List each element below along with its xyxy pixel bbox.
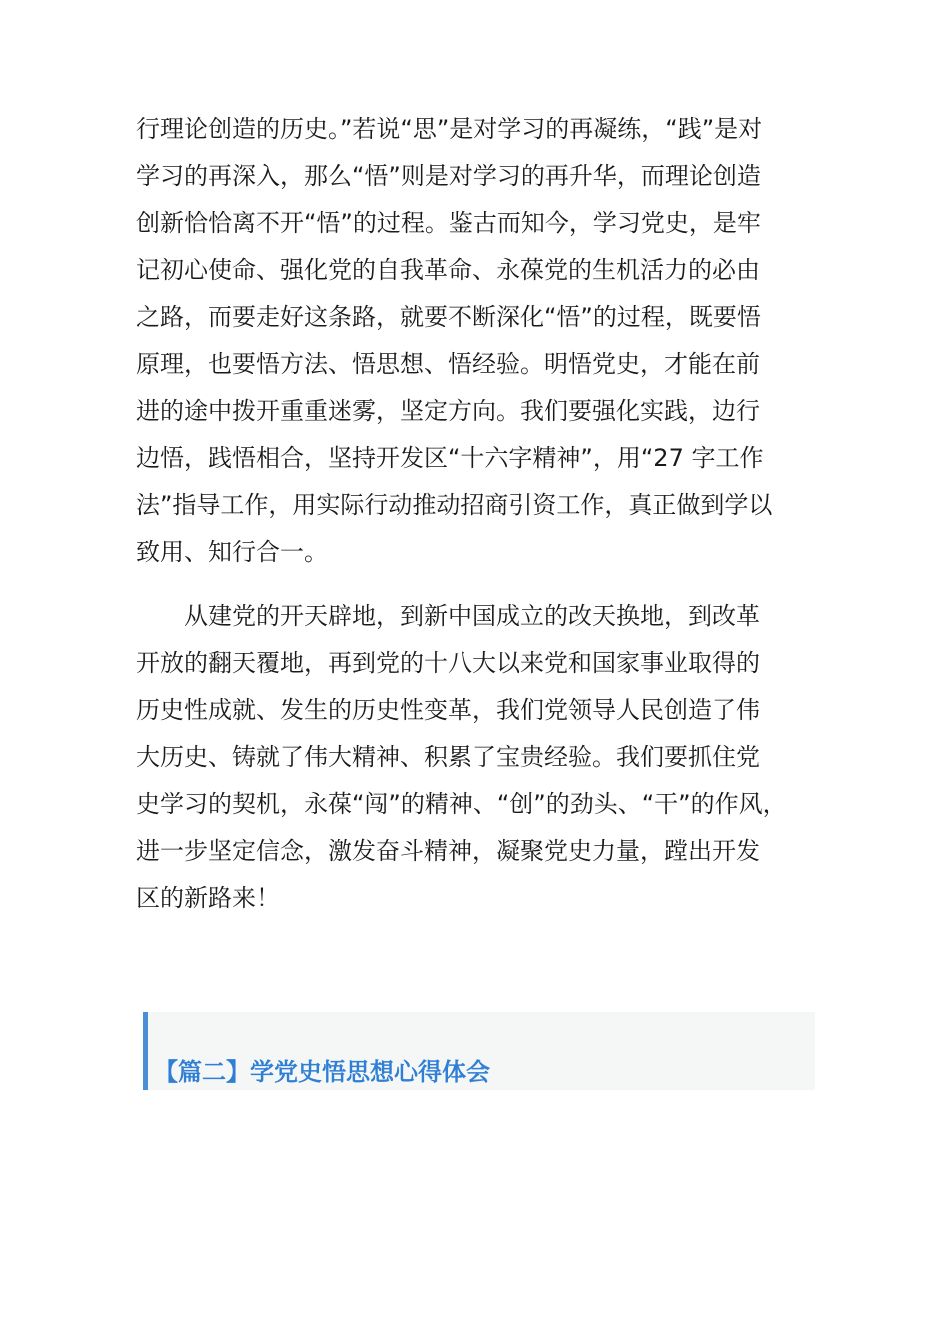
body-paragraph-2 (136, 593, 826, 922)
paragraph-line: 边悟，践悟相合，坚持开发区“十六字精神”，用“27 字工作 (136, 444, 764, 472)
paragraph-line: 从建党的开天辟地，到新中国成立的改天换地，到改革 (136, 602, 760, 630)
section-heading: 【篇二】学党史悟思想心得体会 (154, 1058, 490, 1086)
paragraph-line: 创新恰恰离不开“悟”的过程。鉴古而知今，学习党史，是牢 (136, 209, 761, 237)
paragraph-line: 历史性成就、发生的历史性变革，我们党领导人民创造了伟 (136, 696, 760, 724)
section-heading-box (143, 1012, 815, 1090)
paragraph-line: 史学习的契机，永葆“闯”的精神、“创”的劲头、“干”的作风， (136, 790, 787, 818)
paragraph-line: 行理论创造的历史。”若说“思”是对学习的再凝练，“践”是对 (136, 115, 763, 143)
paragraph-line: 致用、知行合一。 (136, 538, 328, 566)
body-paragraph-1 (136, 106, 826, 576)
paragraph-line: 进的途中拨开重重迷雾，坚定方向。我们要强化实践，边行 (136, 397, 760, 425)
paragraph-line: 大历史、铸就了伟大精神、积累了宝贵经验。我们要抓住党 (136, 743, 760, 771)
paragraph-line: 之路，而要走好这条路，就要不断深化“悟”的过程，既要悟 (136, 303, 761, 331)
paragraph-line: 法”指导工作，用实际行动推动招商引资工作，真正做到学以 (136, 491, 773, 519)
paragraph-line: 进一步坚定信念，激发奋斗精神，凝聚党史力量，蹚出开发 (136, 837, 760, 865)
paragraph-line: 学习的再深入，那么“悟”则是对学习的再升华，而理论创造 (136, 162, 761, 190)
paragraph-line: 原理，也要悟方法、悟思想、悟经验。明悟党史，才能在前 (136, 350, 760, 378)
paragraph-line: 区的新路来！ (136, 884, 280, 912)
paragraph-line: 记初心使命、强化党的自我革命、永葆党的生机活力的必由 (136, 256, 760, 284)
paragraph-line: 开放的翻天覆地，再到党的十八大以来党和国家事业取得的 (136, 649, 760, 677)
